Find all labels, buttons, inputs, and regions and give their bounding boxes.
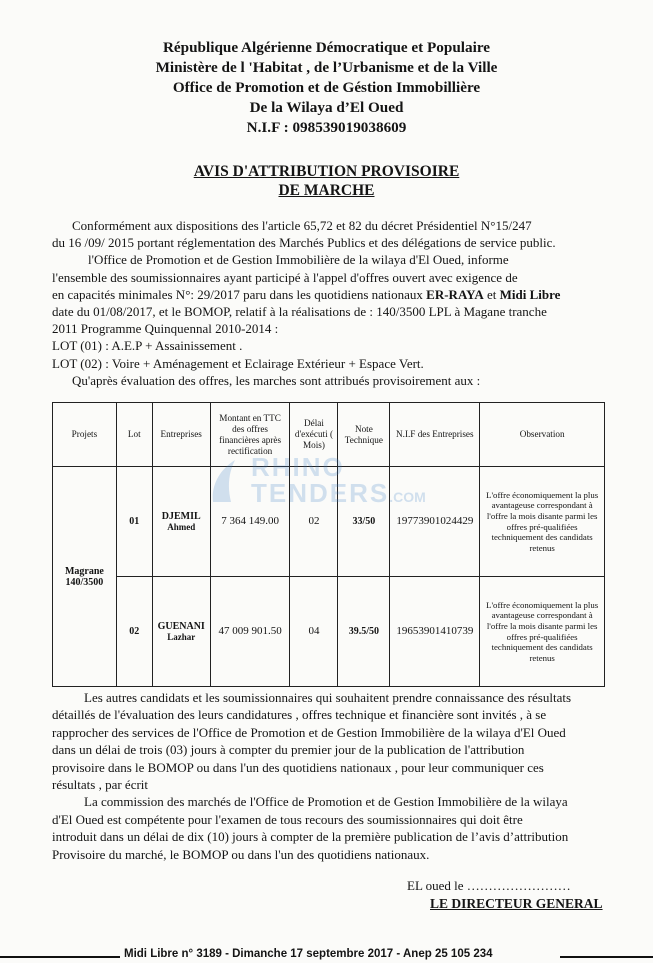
entreprise-cell: GUENANI Lazhar <box>152 577 210 687</box>
delay-cell: 04 <box>290 577 338 687</box>
table-intro-line: Qu'après évaluation des offres, les marches sont attribués provisoirement aux : <box>72 372 481 388</box>
intro-line: du 16 /09/ 2015 portant réglementation des Marchés Publics et des délégations de service public. <box>52 235 556 251</box>
rhino-horn-icon <box>205 456 245 506</box>
closing-line: introduit dans un délai de dix (10) jours à compter de la première publication de l’avis d’attribution <box>52 829 569 845</box>
ministry-line: Ministère de l 'Habitat , de l’Urbanisme et de la Ville <box>155 59 498 76</box>
closing-line: dans un délai de trois (03) jours à compter du premier jour de la publication de l'attribution <box>52 742 525 758</box>
table-row <box>53 577 605 687</box>
note-cell: 33/50 <box>338 467 390 577</box>
watermark-logo <box>205 452 465 512</box>
intro-line: l'ensemble des soumissionnaires ayant participé à l'appel d'offres ouvert avec exigence de <box>52 269 518 285</box>
lot-1-line: LOT (01) : A.E.P + Assainissement . <box>52 338 243 354</box>
office-line: Office de Promotion et de Géstion Immobillière <box>172 79 481 96</box>
footer-publication-info: Midi Libre n° 3189 - Dimanche 17 septembre 2017 - Anep 25 105 234 <box>120 948 497 960</box>
col-header: Projets <box>53 403 117 467</box>
intro-line: 2011 Programme Quinquennal 2010-2014 : <box>52 321 279 337</box>
closing-line: résultats , par écrit <box>52 777 149 793</box>
amount-cell: 47 009 901.50 <box>210 577 290 687</box>
intro-line: en capacités minimales N°: 29/2017 paru dans les quotidiens nationaux ER-RAYA et Midi Libre <box>52 286 561 302</box>
intro-text <box>52 217 612 389</box>
col-header: Délai d'exécuti ( Mois) <box>290 403 338 467</box>
footer <box>0 948 653 963</box>
letterhead <box>0 38 653 138</box>
republic-line: République Algérienne Démocratique et Populaire <box>162 39 491 56</box>
nif-cell: 19773901024429 <box>390 467 480 577</box>
watermark-line-2: TENDERS.COM <box>251 478 426 508</box>
amount-cell: 7 364 149.00 <box>210 467 290 577</box>
closing-line: détaillés de l'évaluation des leurs candidatures , offres technique et financière sont invités , à se <box>52 707 547 723</box>
closing-line: Les autres candidats et les soumissionnaires qui souhaitent prendre connaissance des résultats <box>84 690 572 705</box>
wilaya-line: De la Wilaya d’El Oued <box>249 99 404 116</box>
results-table <box>52 402 605 687</box>
col-header: Entreprises <box>152 403 210 467</box>
notice-title <box>0 162 653 200</box>
lot-cell: 01 <box>116 467 152 577</box>
closing-line: rapprocher des services de l'Office de Promotion et de Gestion Immobilière de la wilaya d'El Oued <box>52 724 566 740</box>
project-cell: Magrane 140/3500 <box>53 467 117 687</box>
signature-title: LE DIRECTEUR GENERAL <box>430 896 603 911</box>
closing-line: provisoire dans le BOMOP ou dans l'un des quotidiens nationaux , pour leur communiquer ces <box>52 759 544 775</box>
col-header: Montant en TTC des offres financières après rectification <box>210 403 290 467</box>
lot-cell: 02 <box>116 577 152 687</box>
observation-cell: L'offre économiquement la plus avantageuse correspondant à l'offre la mois disante parmi les offres pré-qualifiées techniquement des candidats retenus <box>480 577 605 687</box>
col-header: Observation <box>480 403 605 467</box>
nif-line: N.I.F : 098539019038609 <box>246 119 407 136</box>
watermark-line-1: RHINO <box>251 452 345 482</box>
col-header: N.I.F des Entreprises <box>390 403 480 467</box>
closing-line: d'El Oued est compétente pour l'examen de tous recours des soumissionnaires qui doit être <box>52 811 523 827</box>
intro-line: date du 01/08/2017, et le BOMOP, relatif à la réalisations de : 140/3500 LPL à Magane tranche <box>52 304 547 320</box>
note-cell: 39.5/50 <box>338 577 390 687</box>
title-line-1: AVIS D'ATTRIBUTION PROVISOIRE <box>193 163 460 180</box>
intro-line: l'Office de Promotion et de Gestion Immobilière de la wilaya d'El Oued, informe <box>88 252 509 268</box>
footer-rule-left <box>0 956 120 958</box>
closing-line: Provisoire du marché, le BOMOP ou dans l'un des quotidiens nationaux. <box>52 846 430 862</box>
footer-rule-right <box>560 956 653 958</box>
closing-text <box>52 689 612 863</box>
lot-2-line: LOT (02) : Voire + Aménagement et Eclairage Extérieur + Espace Vert. <box>52 355 424 371</box>
observation-cell: L'offre économiquement la plus avantageuse correspondant à l'offre la mois disante parmi les offres pré-qualifiées techniquement des candidats retenus <box>480 467 605 577</box>
col-header: Lot <box>116 403 152 467</box>
nif-cell: 19653901410739 <box>390 577 480 687</box>
signature-place-date: EL oued le …………………… <box>407 878 571 893</box>
delay-cell: 02 <box>290 467 338 577</box>
col-header: Note Technique <box>338 403 390 467</box>
closing-line: La commission des marchés de l'Office de Promotion et de Gestion Immobilière de la wilaya <box>84 794 568 810</box>
entreprise-cell: DJEMIL Ahmed <box>152 467 210 577</box>
title-line-2: DE MARCHE <box>278 182 375 199</box>
intro-line: Conformément aux dispositions des l'article 65,72 et 82 du décret Présidentiel N°15/247 <box>72 218 532 233</box>
